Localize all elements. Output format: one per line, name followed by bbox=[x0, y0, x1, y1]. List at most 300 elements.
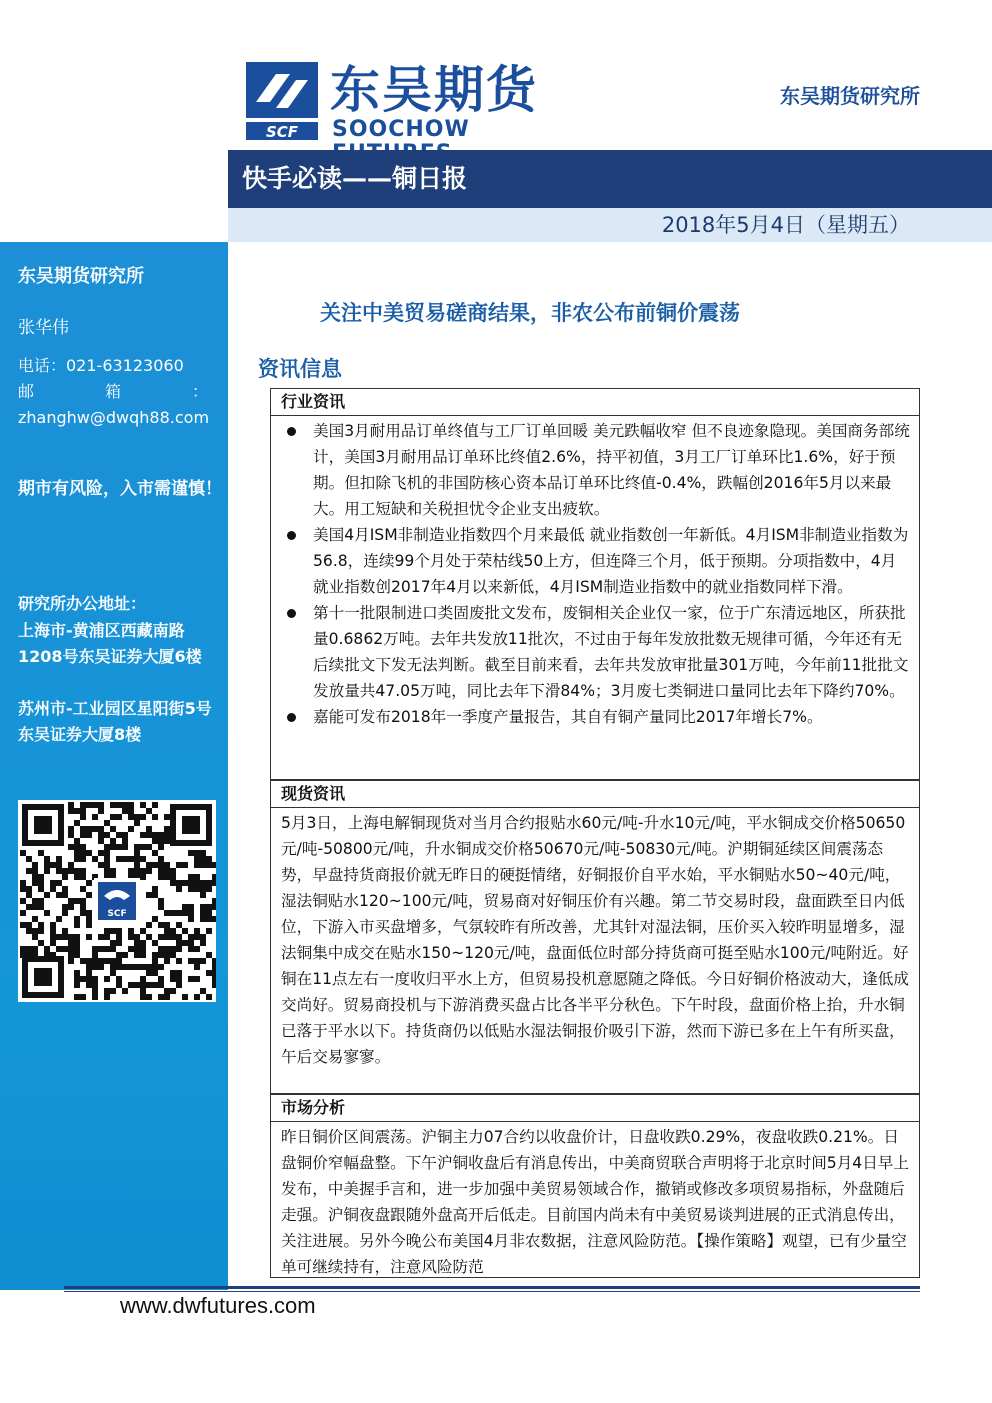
news-item: 美国4月ISM非制造业指数四个月来最低 就业指数创一年新低。4月ISM非制造业指数为56.8，连续99个月处于荣枯线50上方，但连降三个月，低于预期。分项指数中，4月就业指数创2017年4月以来新低，4月ISM制造业指数中的就业指数同样下滑。 bbox=[281, 522, 911, 600]
qr-module bbox=[188, 880, 194, 886]
qr-module bbox=[200, 880, 206, 886]
logo-english-name: SOOCHOW bbox=[332, 117, 470, 142]
qr-module bbox=[158, 874, 164, 880]
qr-module bbox=[182, 910, 188, 916]
qr-module bbox=[98, 832, 104, 838]
qr-module bbox=[110, 802, 116, 808]
qr-module bbox=[170, 970, 176, 976]
qr-module bbox=[56, 862, 62, 868]
qr-module bbox=[104, 976, 110, 982]
qr-module bbox=[146, 832, 152, 838]
qr-module bbox=[158, 862, 164, 868]
qr-module bbox=[134, 964, 140, 970]
qr-module bbox=[188, 940, 194, 946]
qr-module bbox=[68, 934, 74, 940]
qr-module bbox=[80, 850, 86, 856]
qr-module bbox=[158, 952, 164, 958]
qr-module bbox=[110, 844, 116, 850]
qr-module bbox=[98, 862, 104, 868]
qr-module bbox=[128, 964, 134, 970]
qr-module bbox=[56, 880, 62, 886]
qr-module bbox=[92, 856, 98, 862]
section-title: 资讯信息 bbox=[258, 357, 342, 381]
qr-module bbox=[158, 898, 164, 904]
qr-module bbox=[56, 916, 62, 922]
report-date: 2018年5月4日（星期五） bbox=[661, 213, 910, 237]
qr-module bbox=[50, 886, 56, 892]
qr-module bbox=[146, 970, 152, 976]
qr-module bbox=[80, 958, 86, 964]
qr-module bbox=[38, 922, 44, 928]
qr-module bbox=[86, 826, 92, 832]
qr-module bbox=[128, 868, 134, 874]
qr-module bbox=[206, 880, 212, 886]
qr-center-logo-text: SCF bbox=[107, 909, 127, 919]
qr-module bbox=[20, 910, 26, 916]
qr-module bbox=[68, 868, 74, 874]
qr-module bbox=[158, 868, 164, 874]
qr-module bbox=[26, 952, 32, 958]
qr-module bbox=[182, 880, 188, 886]
qr-module bbox=[122, 988, 128, 994]
qr-module bbox=[86, 976, 92, 982]
qr-module bbox=[38, 940, 44, 946]
qr-module bbox=[74, 868, 80, 874]
qr-module bbox=[182, 940, 188, 946]
qr-module bbox=[200, 892, 206, 898]
qr-module bbox=[158, 946, 164, 952]
email-label bbox=[18, 381, 208, 403]
institute-name: 东吴期货研究所 bbox=[780, 84, 920, 108]
qr-module bbox=[104, 994, 110, 1000]
qr-module bbox=[176, 862, 182, 868]
qr-module bbox=[74, 994, 80, 1000]
qr-module bbox=[92, 958, 98, 964]
qr-module bbox=[80, 976, 86, 982]
qr-module bbox=[68, 904, 74, 910]
qr-module bbox=[176, 934, 182, 940]
qr-module bbox=[26, 928, 32, 934]
qr-module bbox=[74, 856, 80, 862]
qr-module bbox=[134, 862, 140, 868]
qr-module bbox=[116, 958, 122, 964]
qr-module bbox=[140, 946, 146, 952]
qr-module bbox=[122, 964, 128, 970]
qr-module bbox=[176, 976, 182, 982]
qr-module bbox=[104, 862, 110, 868]
qr-module bbox=[212, 970, 216, 976]
qr-module bbox=[140, 964, 146, 970]
qr-module bbox=[146, 862, 152, 868]
qr-module bbox=[176, 910, 182, 916]
qr-module bbox=[56, 892, 62, 898]
qr-module bbox=[80, 868, 86, 874]
qr-module bbox=[212, 976, 216, 982]
qr-module bbox=[152, 916, 158, 922]
qr-module bbox=[26, 856, 32, 862]
qr-module bbox=[152, 814, 158, 820]
qr-module bbox=[44, 892, 50, 898]
qr-module bbox=[98, 946, 104, 952]
qr-module bbox=[134, 934, 140, 940]
qr-module bbox=[170, 874, 176, 880]
qr-module bbox=[20, 922, 26, 928]
qr-module bbox=[20, 880, 26, 886]
qr-module bbox=[68, 808, 74, 814]
qr-module bbox=[32, 934, 38, 940]
qr-module bbox=[92, 802, 98, 808]
qr-module bbox=[164, 952, 170, 958]
qr-module bbox=[194, 886, 200, 892]
qr-module bbox=[80, 898, 86, 904]
qr-module bbox=[122, 808, 128, 814]
qr-module bbox=[116, 982, 122, 988]
qr-module bbox=[158, 994, 164, 1000]
qr-module bbox=[176, 958, 182, 964]
qr-module bbox=[194, 934, 200, 940]
qr-module bbox=[176, 880, 182, 886]
qr-module bbox=[188, 934, 194, 940]
news-item: 第十一批限制进口类固废批文发布，废铜相关企业仅一家，位于广东清远地区，所获批量0.6862万吨。去年共发放11批次，不过由于每年发放批数无规律可循，今年还有无后续批文下发无法判断。截至目前来看，去年共发放审批量301万吨，今年前11批批文发放量共47.05万吨，同比去年下滑84%；3月废七类铜进口量同比去年下降约70%。 bbox=[281, 600, 911, 704]
qr-module bbox=[146, 808, 152, 814]
qr-module bbox=[140, 844, 146, 850]
qr-module bbox=[128, 934, 134, 940]
qr-module bbox=[50, 880, 56, 886]
qr-module bbox=[158, 964, 164, 970]
qr-module bbox=[164, 874, 170, 880]
qr-module bbox=[212, 874, 216, 880]
qr-module bbox=[26, 868, 32, 874]
address-suzhou: 苏州市-工业园区星阳街5号东吴证券大厦8楼 bbox=[18, 699, 212, 744]
qr-module bbox=[62, 874, 68, 880]
qr-module bbox=[86, 880, 92, 886]
qr-module bbox=[116, 844, 122, 850]
qr-module bbox=[110, 940, 116, 946]
qr-module bbox=[80, 886, 86, 892]
qr-module bbox=[110, 928, 116, 934]
qr-module bbox=[50, 862, 56, 868]
qr-module bbox=[134, 946, 140, 952]
qr-module bbox=[140, 982, 146, 988]
qr-module bbox=[86, 916, 92, 922]
qr-module bbox=[200, 850, 206, 856]
qr-module bbox=[44, 856, 50, 862]
qr-module bbox=[56, 856, 62, 862]
qr-module bbox=[44, 868, 50, 874]
spot-news-title: 现货资讯 bbox=[271, 781, 919, 808]
qr-module bbox=[20, 952, 26, 958]
logo-mark-text: SCF bbox=[265, 123, 299, 140]
qr-module bbox=[56, 934, 62, 940]
qr-code-icon bbox=[18, 800, 216, 1002]
sidebar bbox=[0, 0, 228, 1290]
qr-module bbox=[212, 982, 216, 988]
qr-module bbox=[38, 898, 44, 904]
qr-module bbox=[140, 928, 146, 934]
qr-module bbox=[170, 976, 176, 982]
qr-module bbox=[26, 892, 32, 898]
qr-module bbox=[32, 862, 38, 868]
qr-module bbox=[20, 898, 26, 904]
qr-module bbox=[68, 898, 74, 904]
qr-module bbox=[68, 862, 74, 868]
qr-module bbox=[32, 898, 38, 904]
qr-module bbox=[152, 838, 158, 844]
qr-module bbox=[50, 940, 56, 946]
qr-module bbox=[32, 904, 38, 910]
qr-module bbox=[194, 958, 200, 964]
qr-module bbox=[194, 928, 200, 934]
industry-news-box bbox=[270, 388, 920, 780]
qr-module bbox=[68, 940, 74, 946]
qr-module bbox=[68, 832, 74, 838]
qr-module bbox=[98, 958, 104, 964]
qr-module bbox=[122, 844, 128, 850]
qr-module bbox=[206, 904, 212, 910]
qr-module bbox=[164, 958, 170, 964]
qr-module bbox=[146, 982, 152, 988]
scf-logo-icon bbox=[246, 62, 318, 140]
qr-module bbox=[116, 940, 122, 946]
qr-module bbox=[200, 904, 206, 910]
qr-module bbox=[152, 892, 158, 898]
qr-module bbox=[110, 838, 116, 844]
qr-module bbox=[56, 946, 62, 952]
qr-module bbox=[26, 946, 32, 952]
qr-module bbox=[152, 850, 158, 856]
qr-module bbox=[146, 826, 152, 832]
qr-module bbox=[38, 874, 44, 880]
qr-module bbox=[104, 934, 110, 940]
qr-module bbox=[152, 940, 158, 946]
qr-module bbox=[110, 958, 116, 964]
qr-module bbox=[32, 928, 38, 934]
qr-module bbox=[146, 868, 152, 874]
qr-module bbox=[206, 952, 212, 958]
qr-module bbox=[44, 910, 50, 916]
qr-module bbox=[62, 934, 68, 940]
qr-module bbox=[68, 958, 74, 964]
qr-module bbox=[110, 946, 116, 952]
qr-module bbox=[146, 964, 152, 970]
qr-module bbox=[86, 892, 92, 898]
qr-module bbox=[74, 946, 80, 952]
qr-module bbox=[182, 994, 188, 1000]
qr-module bbox=[134, 952, 140, 958]
spot-news-text: 5月3日，上海电解铜现货对当月合约报贴水60元/吨-升水10元/吨，平水铜成交价格50650元/吨-50800元/吨，升水铜成交价格50670元/吨-50830元/吨。沪期铜延续区间震荡态势，早盘持货商报价就无昨日的硬挺情绪，好铜报价自平水始，平水铜贴水50~40元/吨，湿法铜贴水120~100元/吨，贸易商对好铜压价有兴趣。第二节交易时段，盘面跌至日内低位，下游入市买盘增多，气氛较昨有所改善，尤其针对湿法铜，压价买入较昨明显增多，湿法铜集中成交在贴水150~120元/吨，盘面低位时部分持货商可挺至贴水100元/吨附近。好铜在11点左右一度收归平水上方，但贸易投机意愿随之降低。今日好铜价格波动大，逢低成交尚好。贸易商投机与下游消费买盘占比各半平分秋色。下午时段，盘面价格上抬，升水铜已落于平水以下。持货商仍以低贴水湿法铜报价吸引下游，然而下游已多在上午有所买盘，午后交易寥寥。 bbox=[281, 814, 909, 1066]
qr-module bbox=[194, 946, 200, 952]
qr-module bbox=[140, 856, 146, 862]
qr-module bbox=[122, 856, 128, 862]
qr-module bbox=[68, 802, 74, 808]
qr-module bbox=[98, 826, 104, 832]
qr-module bbox=[104, 856, 110, 862]
qr-module bbox=[194, 874, 200, 880]
qr-module bbox=[158, 934, 164, 940]
qr-module bbox=[98, 850, 104, 856]
qr-module bbox=[164, 862, 170, 868]
qr-module bbox=[38, 850, 44, 856]
qr-module bbox=[80, 874, 86, 880]
qr-module bbox=[80, 904, 86, 910]
qr-module bbox=[110, 826, 116, 832]
qr-module bbox=[128, 826, 134, 832]
qr-module bbox=[104, 820, 110, 826]
qr-module bbox=[74, 970, 80, 976]
qr-module bbox=[206, 928, 212, 934]
qr-module bbox=[104, 844, 110, 850]
qr-module bbox=[86, 958, 92, 964]
qr-module bbox=[62, 928, 68, 934]
author-name: 张华伟 bbox=[18, 318, 69, 338]
qr-module bbox=[158, 976, 164, 982]
qr-module bbox=[152, 970, 158, 976]
qr-module bbox=[38, 904, 44, 910]
qr-module bbox=[32, 874, 38, 880]
qr-module bbox=[194, 994, 200, 1000]
qr-module bbox=[188, 874, 194, 880]
qr-module bbox=[146, 994, 152, 1000]
qr-module bbox=[152, 982, 158, 988]
qr-module bbox=[194, 850, 200, 856]
qr-module bbox=[92, 946, 98, 952]
qr-module bbox=[26, 886, 32, 892]
qr-module bbox=[116, 964, 122, 970]
qr-module bbox=[62, 886, 68, 892]
qr-module bbox=[50, 952, 56, 958]
qr-module bbox=[50, 934, 56, 940]
qr-module bbox=[164, 832, 170, 838]
qr-module bbox=[80, 802, 86, 808]
qr-module bbox=[74, 916, 80, 922]
qr-module bbox=[200, 862, 206, 868]
qr-module bbox=[146, 934, 152, 940]
spot-news-box bbox=[270, 780, 920, 1094]
qr-module bbox=[134, 844, 140, 850]
qr-module bbox=[176, 946, 182, 952]
market-analysis-title: 市场分析 bbox=[271, 1095, 919, 1122]
qr-module bbox=[158, 982, 164, 988]
logo-chinese-name: 东吴期货 bbox=[330, 61, 538, 119]
qr-module bbox=[110, 970, 116, 976]
qr-module bbox=[200, 934, 206, 940]
qr-module bbox=[74, 808, 80, 814]
qr-module bbox=[104, 958, 110, 964]
qr-module bbox=[80, 826, 86, 832]
qr-module bbox=[86, 832, 92, 838]
qr-module bbox=[80, 814, 86, 820]
qr-module bbox=[128, 856, 134, 862]
qr-module bbox=[122, 832, 128, 838]
qr-module bbox=[212, 862, 216, 868]
qr-module bbox=[134, 820, 140, 826]
address-title: 研究所办公地址： bbox=[18, 594, 147, 613]
qr-module bbox=[80, 856, 86, 862]
qr-module bbox=[194, 964, 200, 970]
qr-module bbox=[74, 898, 80, 904]
qr-module bbox=[152, 832, 158, 838]
market-analysis-box bbox=[270, 1094, 920, 1278]
qr-module bbox=[38, 928, 44, 934]
qr-module bbox=[104, 832, 110, 838]
qr-module bbox=[86, 922, 92, 928]
qr-module bbox=[86, 982, 92, 988]
qr-module bbox=[134, 982, 140, 988]
qr-module bbox=[164, 826, 170, 832]
qr-module bbox=[110, 964, 116, 970]
qr-module bbox=[140, 988, 146, 994]
qr-module bbox=[98, 964, 104, 970]
qr-module bbox=[86, 934, 92, 940]
qr-module bbox=[164, 928, 170, 934]
qr-module bbox=[206, 916, 212, 922]
risk-notice: 期市有风险，入市需谨慎！ bbox=[18, 479, 222, 499]
qr-module bbox=[170, 952, 176, 958]
qr-module bbox=[164, 934, 170, 940]
qr-module bbox=[140, 940, 146, 946]
qr-module bbox=[62, 868, 68, 874]
qr-module bbox=[44, 952, 50, 958]
qr-module bbox=[212, 916, 216, 922]
qr-module bbox=[170, 934, 176, 940]
qr-module bbox=[152, 964, 158, 970]
qr-module bbox=[74, 850, 80, 856]
email-address[interactable]: zhanghw@dwqh88.com bbox=[18, 408, 210, 427]
qr-module bbox=[68, 952, 74, 958]
qr-module bbox=[188, 916, 194, 922]
qr-module bbox=[146, 844, 152, 850]
qr-module bbox=[128, 928, 134, 934]
qr-module bbox=[74, 976, 80, 982]
qr-module bbox=[188, 850, 194, 856]
qr-module bbox=[200, 916, 206, 922]
qr-module bbox=[92, 826, 98, 832]
email-label-char: 邮 bbox=[18, 382, 35, 401]
website-link[interactable]: www.dwfutures.com bbox=[120, 1293, 316, 1318]
qr-module bbox=[212, 958, 216, 964]
qr-module bbox=[206, 910, 212, 916]
qr-module bbox=[170, 946, 176, 952]
qr-module bbox=[140, 994, 146, 1000]
qr-module bbox=[164, 814, 170, 820]
qr-module bbox=[92, 982, 98, 988]
qr-module bbox=[104, 946, 110, 952]
qr-module bbox=[212, 904, 216, 910]
qr-module bbox=[188, 886, 194, 892]
qr-module bbox=[164, 838, 170, 844]
qr-module bbox=[140, 802, 146, 808]
qr-module bbox=[206, 970, 212, 976]
qr-module bbox=[80, 994, 86, 1000]
qr-module bbox=[200, 958, 206, 964]
qr-module bbox=[164, 868, 170, 874]
qr-module bbox=[116, 952, 122, 958]
qr-module bbox=[212, 964, 216, 970]
qr-module bbox=[176, 982, 182, 988]
qr-module bbox=[152, 958, 158, 964]
qr-module bbox=[134, 850, 140, 856]
qr-module bbox=[152, 952, 158, 958]
qr-module bbox=[122, 802, 128, 808]
qr-module bbox=[170, 928, 176, 934]
qr-module bbox=[86, 802, 92, 808]
qr-code[interactable] bbox=[18, 800, 216, 1002]
news-item: 美国3月耐用品订单终值与工厂订单回暖 美元跌幅收窄 但不良迹象隐现。美国商务部统计，美国3月耐用品订单环比终值2.6%，持平初值，3月工厂订单环比1.6%，好于预期。但扣除飞机的非国防核心资本品订单环比终值-0.4%，跌幅创2016年5月以来最大。用工短缺和关税担忧令企业支出疲软。 bbox=[281, 418, 911, 522]
qr-module bbox=[158, 856, 164, 862]
qr-module bbox=[32, 868, 38, 874]
qr-module bbox=[74, 874, 80, 880]
qr-module bbox=[200, 940, 206, 946]
